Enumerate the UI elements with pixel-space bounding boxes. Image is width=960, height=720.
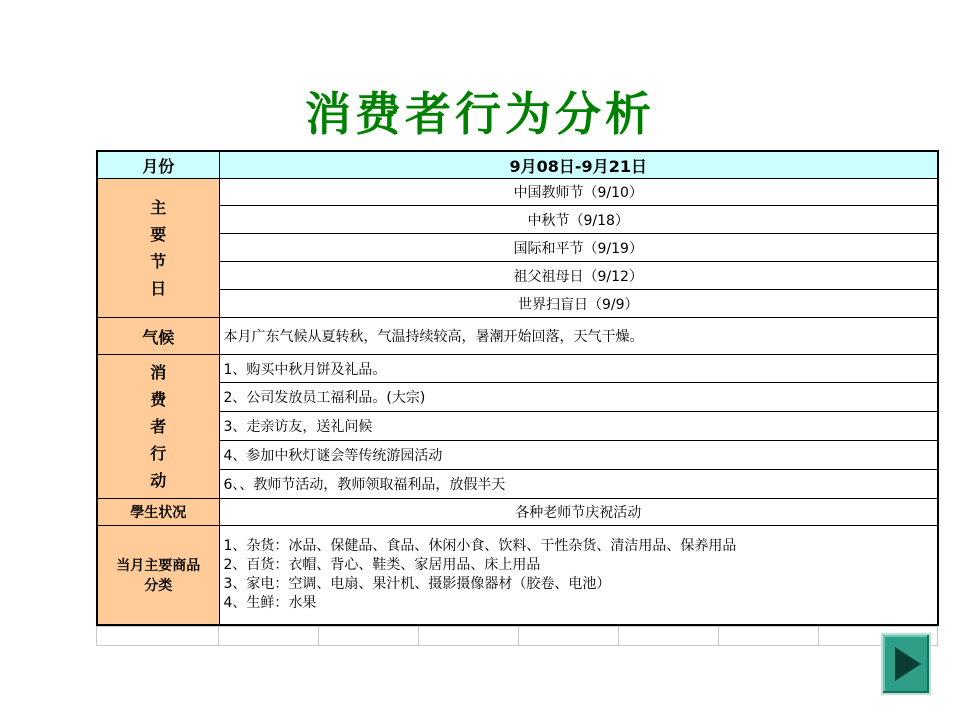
festival-label-char: 主: [150, 198, 167, 217]
goods-row: [97, 526, 938, 626]
students-label: 學生状况: [97, 499, 219, 526]
empty-cell: [519, 627, 619, 646]
festival-item: 国际和平节（9/19）: [219, 234, 938, 262]
goods-label-line: 分类: [144, 578, 173, 594]
goods-label: [97, 526, 219, 626]
month-label: 月份: [97, 151, 219, 179]
month-row: [97, 151, 938, 179]
empty-cell: [619, 627, 719, 646]
behavior-label-char: 消: [150, 363, 167, 382]
page-title: 消费者行为分析: [305, 87, 655, 141]
behavior-row: [97, 470, 938, 499]
goods-line: 2、百货：衣帽、背心、鞋类、家居用品、床上用品: [223, 557, 541, 573]
festival-row: [97, 179, 938, 206]
festival-row: [97, 234, 938, 262]
month-value: 9月08日-9月21日: [219, 151, 938, 179]
festival-item: 中国教师节（9/10）: [219, 179, 938, 206]
behavior-label-char: 者: [150, 417, 167, 436]
goods-line: 3、家电：空调、电扇、果汁机、摄影摄像器材（胶卷、电池）: [223, 576, 611, 592]
behavior-item: 6、、教师节活动，教师领取福利品，放假半天: [219, 470, 938, 499]
spreadsheet-gridlines: [96, 626, 938, 646]
climate-text: 本月广东气候从夏转秋，气温持续较高，暑潮开始回落，天气干燥。: [219, 318, 938, 355]
festival-row: [97, 262, 938, 290]
festival-item: 祖父祖母日（9/12）: [219, 262, 938, 290]
festival-label-char: 日: [150, 279, 167, 298]
empty-cell: [419, 627, 519, 646]
students-row: [97, 499, 938, 526]
analysis-table: [96, 150, 939, 626]
climate-label: 气候: [97, 318, 219, 355]
climate-row: [97, 318, 938, 355]
festival-item: 中秋节（9/18）: [219, 206, 938, 234]
behavior-row: [97, 355, 938, 383]
behavior-item: 2、公司发放员工福利品。(大宗): [219, 383, 938, 412]
behavior-row: [97, 383, 938, 412]
empty-cell: [319, 627, 419, 646]
behavior-label-char: 行: [150, 444, 167, 463]
behavior-label: [97, 355, 219, 499]
festival-row: [97, 206, 938, 234]
next-slide-button[interactable]: [881, 633, 931, 695]
goods-line: 4、生鲜：水果: [223, 595, 317, 611]
festival-row: [97, 290, 938, 318]
behavior-item: 4、参加中秋灯谜会等传统游园活动: [219, 441, 938, 470]
festival-label: [97, 179, 219, 318]
goods-list: [219, 526, 938, 626]
behavior-label-char: 费: [150, 390, 167, 409]
goods-line: 1、杂货：冰品、保健品、食品、休闲小食、饮料、干性杂货、清洁用品、保养用品: [223, 538, 737, 554]
goods-label-line: 当月主要商品: [116, 558, 201, 574]
behavior-item: 1、购买中秋月饼及礼品。: [219, 355, 938, 383]
empty-cell: [97, 627, 219, 646]
festival-label-char: 要: [150, 225, 167, 244]
students-text: 各种老师节庆祝活动: [219, 499, 938, 526]
behavior-item: 3、走亲访友，送礼问候: [219, 412, 938, 441]
empty-cell: [219, 627, 319, 646]
empty-cell: [719, 627, 819, 646]
behavior-label-char: 动: [150, 471, 167, 490]
festival-item: 世界扫盲日（9/9）: [219, 290, 938, 318]
behavior-row: [97, 412, 938, 441]
festival-label-char: 节: [150, 252, 167, 271]
play-triangle-icon: [883, 635, 929, 693]
behavior-row: [97, 441, 938, 470]
